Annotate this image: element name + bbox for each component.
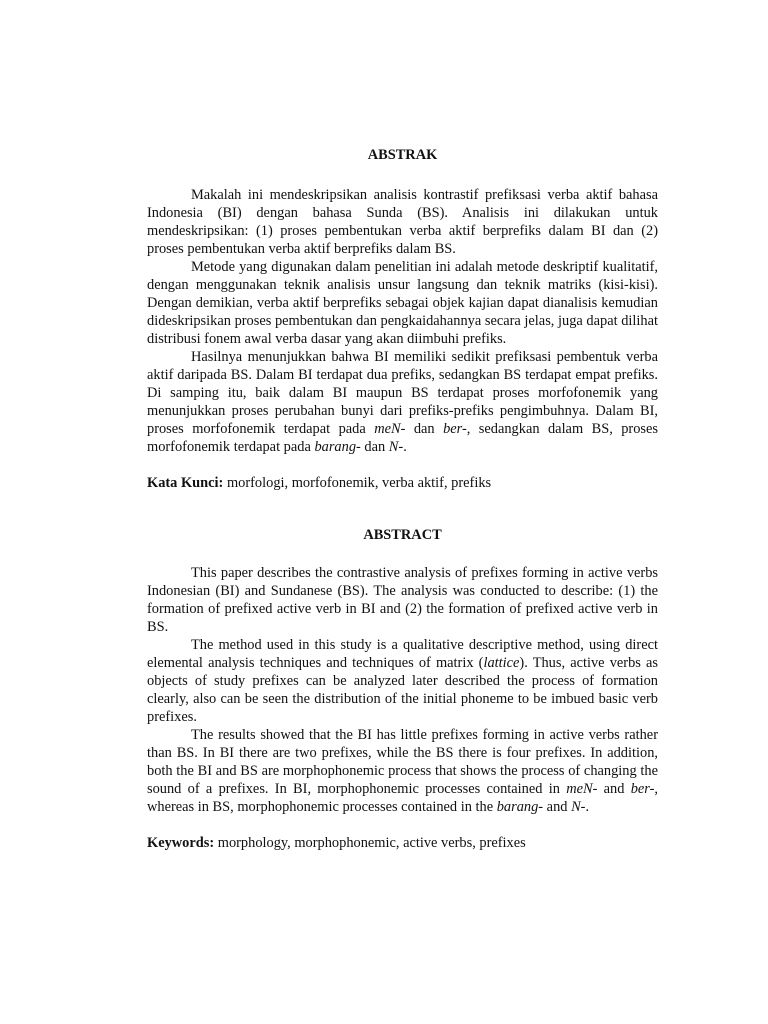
italic-term: N- [571,799,586,815]
text-run: . [403,439,407,455]
keywords-label: Keywords: [147,835,215,851]
abstrak-paragraph-1: Makalah ini mendeskripsikan analisis kontrastif prefiksasi verba aktif bahasa Indonesia (BI) dengan bahasa Sunda (BS). Analisis ini dilakukan untuk mendeskripsikan: (1) proses pembentukan verba aktif berprefiks dalam BI dan (2) proses pembentukan verba aktif berprefiks dalam BS. [147,187,658,257]
text-run: dan [405,421,444,437]
text-run: Hasilnya menunjukkan bahwa BI memiliki sedikit prefiksasi pembentuk verba aktif daripada BS. Dalam BI terdapat dua prefiks, sedangkan BS terdapat empat prefiks. Di samping itu, baik dalam BI maupun BS terdapat proses morfofonemik yang menunjukkan proses perubahan bunyi dari prefiks-prefiks pengimbuhnya. Dalam BI, proses morfofonemik terdapat pada [147,349,658,437]
abstrak-keywords [147,474,658,492]
italic-term: meN- [374,421,406,437]
keywords-list: morfologi, morfofonemik, verba aktif, prefiks [223,475,492,491]
abstract-paragraph-3 [147,726,658,816]
text-run: dan [360,439,389,455]
text-run: ). Thus, active verbs as objects of study prefixes can be analyzed later described the process of formation clearly, also can be seen the distribution of the initial phoneme to be imbued basic verb prefixes. [147,655,658,725]
abstract-paragraph-1: This paper describes the contrastive analysis of prefixes forming in active verbs Indonesian (BI) and Sundanese (BS). The analysis was conducted to describe: (1) the formation of prefixed active verb in BI and (2) the formation of prefixed active verb in BS. [147,565,658,635]
abstract-paragraph-2 [147,636,658,726]
text-run: , whereas in BS, morphophonemic processes contained in the [147,781,658,815]
keywords-label: Kata Kunci: [147,475,224,491]
italic-term: barang- [314,439,361,455]
italic-term: meN- [566,781,598,797]
italic-term: lattice [483,655,520,671]
text-run: . [585,799,590,815]
abstract-heading: ABSTRACT [363,527,442,543]
italic-term: ber- [443,421,467,437]
abstrak-paragraph-3 [147,348,658,456]
text-run: and [543,799,572,815]
abstrak-heading: ABSTRAK [367,147,438,163]
text-run: The results showed that the BI has little prefixes forming in active verbs rather than BS. In BI there are two prefixes, while the BS there is four prefixes. In addition, both the BI and BS are morphophonemic process that shows the process of changing the sound of a prefixes. In BI, morphophonemic processes contained in [147,727,658,797]
italic-term: N- [388,439,404,455]
abstrak-paragraph-2: Metode yang digunakan dalam penelitian ini adalah metode deskriptif kualitatif, dengan menggunakan teknik analisis unsur langsung dan teknik matriks (kisi-kisi). Dengan demikian, verba aktif berprefiks sebagai objek kajian dapat dianalisis kemudian dideskripsikan proses pembentukan dan pengkaidahannya secara jelas, juga dapat dilihat distribusi fonem awal verba dasar yang akan diimbuhi prefiks. [147,259,658,347]
text-run: and [597,781,631,797]
italic-term: barang- [496,799,544,815]
italic-term: ber- [630,781,655,797]
keywords-list: morphology, morphophonemic, active verbs, prefixes [214,835,526,851]
document-page [147,146,658,852]
text-run: , sedangkan dalam BS, proses morfofonemik terdapat pada [147,421,659,455]
text-run: The method used in this study is a qualitative descriptive method, using direct elemental analysis techniques and techniques of matrix ( [147,637,658,671]
abstract-keywords [147,834,658,852]
